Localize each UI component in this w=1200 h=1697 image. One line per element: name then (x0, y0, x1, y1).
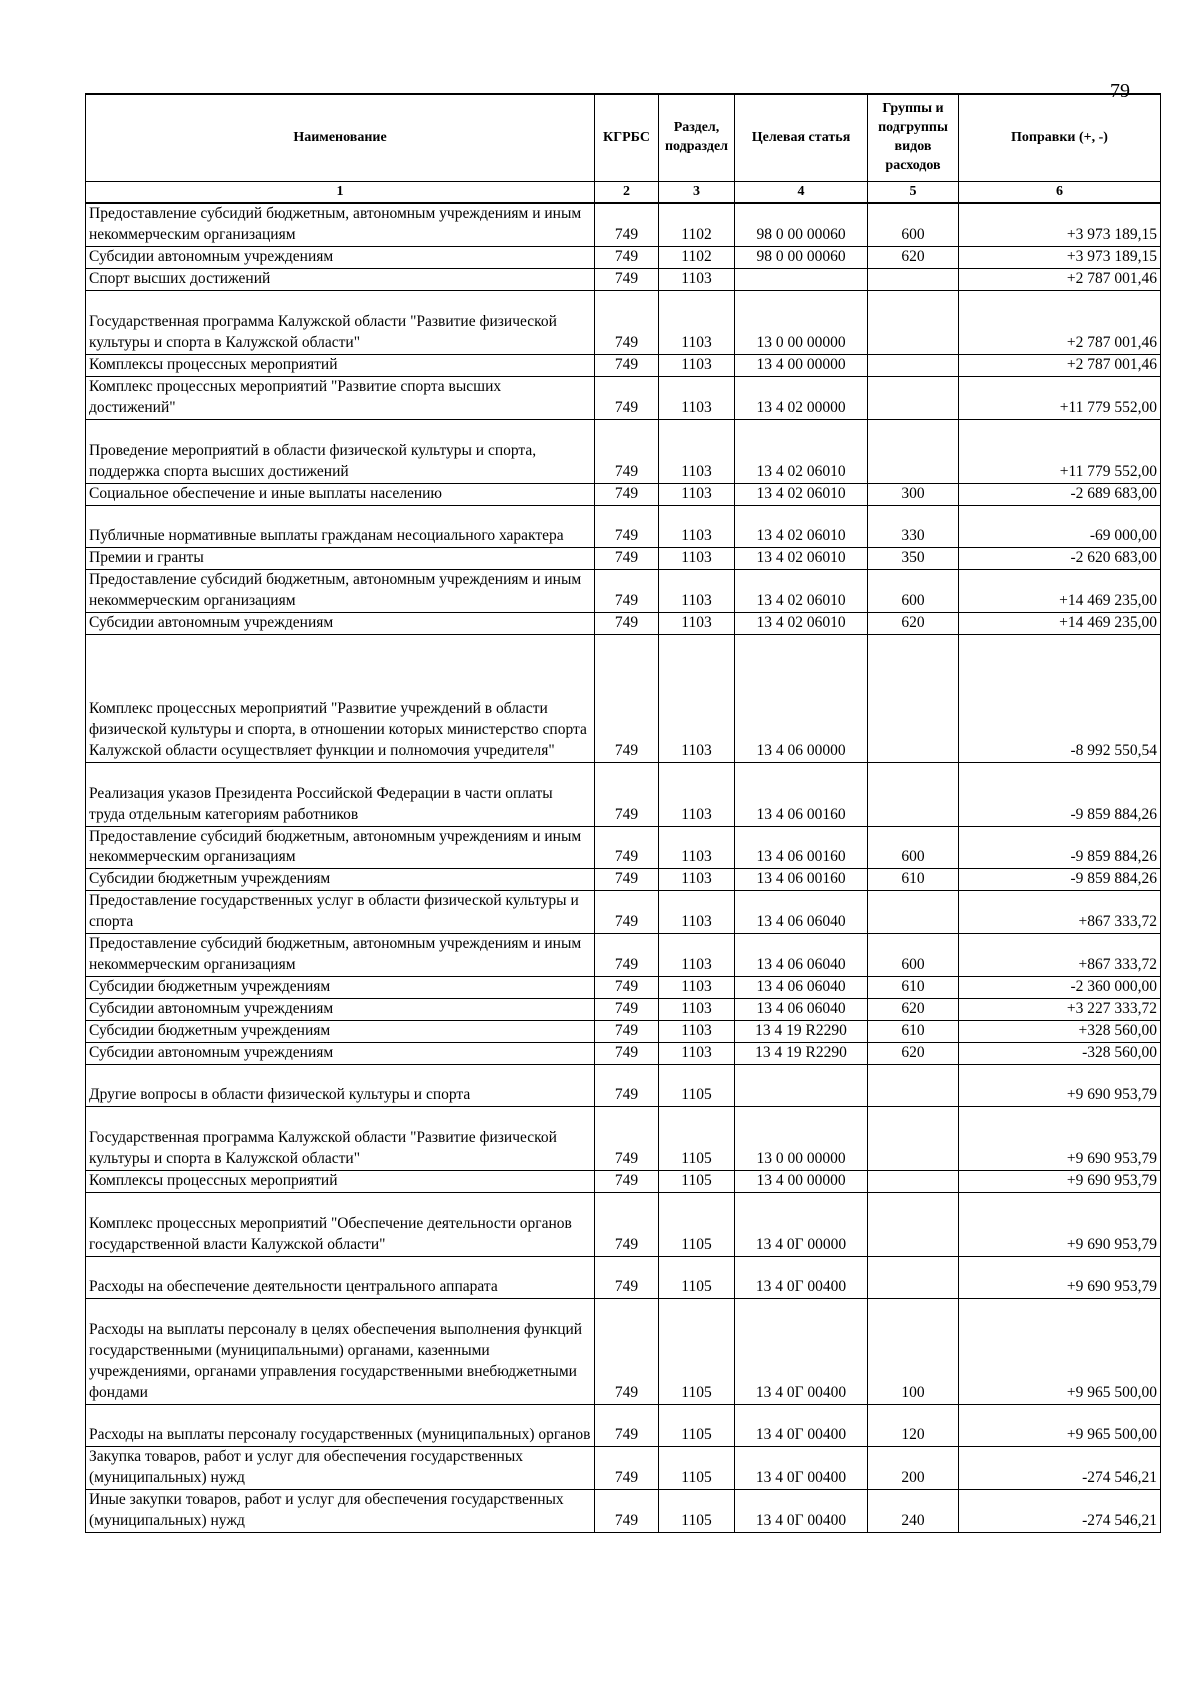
row-target-cell: 13 4 06 00160 (735, 869, 868, 891)
row-razdel-cell: 1103 (659, 1043, 735, 1065)
row-kgrbs-cell: 749 (595, 891, 659, 934)
row-kgrbs-cell: 749 (595, 268, 659, 290)
row-kgrbs-cell: 749 (595, 1107, 659, 1171)
row-name-cell: Субсидии автономным учреждениям (86, 1043, 595, 1065)
table-row (86, 1065, 1161, 1107)
row-name-cell: Расходы на выплаты персоналу в целях обеспечения выполнения функций государственными (муниципальными) органами, казенными учреждениями, органами управления государственными внебюджетными фондами (86, 1299, 595, 1405)
row-group-cell: 620 (868, 999, 959, 1021)
row-group-cell (868, 1193, 959, 1257)
table-row (86, 1257, 1161, 1299)
row-name-cell: Расходы на обеспечение деятельности центрального аппарата (86, 1257, 595, 1299)
row-group-cell: 100 (868, 1299, 959, 1405)
table-row (86, 1489, 1161, 1532)
row-kgrbs-cell: 749 (595, 203, 659, 246)
row-target-cell: 13 4 06 06040 (735, 977, 868, 999)
row-razdel-cell: 1103 (659, 999, 735, 1021)
row-group-cell: 600 (868, 203, 959, 246)
row-target-cell: 13 4 0Г 00400 (735, 1489, 868, 1532)
row-group-cell: 610 (868, 869, 959, 891)
row-razdel-cell: 1105 (659, 1107, 735, 1171)
row-group-cell: 620 (868, 246, 959, 268)
table-row (86, 977, 1161, 999)
column-number: 3 (659, 182, 735, 204)
row-kgrbs-cell: 749 (595, 483, 659, 505)
row-amount-cell: +14 469 235,00 (959, 612, 1161, 634)
row-group-cell: 120 (868, 1405, 959, 1447)
row-kgrbs-cell: 749 (595, 826, 659, 869)
row-razdel-cell: 1105 (659, 1489, 735, 1532)
row-target-cell: 98 0 00 00060 (735, 246, 868, 268)
row-group-cell (868, 290, 959, 354)
row-amount-cell: +11 779 552,00 (959, 376, 1161, 419)
row-name-cell: Комплексы процессных мероприятий (86, 354, 595, 376)
row-amount-cell: -328 560,00 (959, 1043, 1161, 1065)
header-group: Группы и подгруппы видов расходов (868, 94, 959, 182)
row-name-cell: Предоставление субсидий бюджетным, автономным учреждениям и иным некоммерческим организациям (86, 203, 595, 246)
header-name: Наименование (86, 94, 595, 182)
row-razdel-cell: 1103 (659, 869, 735, 891)
row-amount-cell: +9 965 500,00 (959, 1299, 1161, 1405)
row-target-cell: 13 4 00 00000 (735, 1171, 868, 1193)
row-razdel-cell: 1103 (659, 1021, 735, 1043)
row-razdel-cell: 1105 (659, 1299, 735, 1405)
row-amount-cell: +9 690 953,79 (959, 1171, 1161, 1193)
row-kgrbs-cell: 749 (595, 505, 659, 547)
row-amount-cell: +2 787 001,46 (959, 290, 1161, 354)
row-amount-cell: -9 859 884,26 (959, 869, 1161, 891)
budget-table (85, 93, 1161, 1533)
table-row (86, 762, 1161, 826)
row-kgrbs-cell: 749 (595, 612, 659, 634)
row-group-cell: 200 (868, 1447, 959, 1490)
row-group-cell: 610 (868, 1021, 959, 1043)
table-row (86, 268, 1161, 290)
row-target-cell: 13 4 02 06010 (735, 419, 868, 483)
row-name-cell: Субсидии автономным учреждениям (86, 612, 595, 634)
row-name-cell: Комплекс процессных мероприятий "Обеспечение деятельности органов государственной власти Калужской области" (86, 1193, 595, 1257)
row-amount-cell: -2 360 000,00 (959, 977, 1161, 999)
header-kgrbs: КГРБС (595, 94, 659, 182)
table-row (86, 1299, 1161, 1405)
row-group-cell: 330 (868, 505, 959, 547)
row-amount-cell: +867 333,72 (959, 934, 1161, 977)
row-group-cell (868, 1171, 959, 1193)
row-group-cell: 350 (868, 547, 959, 569)
row-amount-cell: +867 333,72 (959, 891, 1161, 934)
table-row (86, 1405, 1161, 1447)
row-razdel-cell: 1103 (659, 376, 735, 419)
row-target-cell: 13 4 06 06040 (735, 999, 868, 1021)
row-group-cell (868, 419, 959, 483)
row-kgrbs-cell: 749 (595, 1299, 659, 1405)
column-number: 4 (735, 182, 868, 204)
row-amount-cell: +9 690 953,79 (959, 1065, 1161, 1107)
row-target-cell: 13 4 06 00160 (735, 826, 868, 869)
row-razdel-cell: 1105 (659, 1447, 735, 1490)
header-razdel: Раздел, подраздел (659, 94, 735, 182)
table-row (86, 505, 1161, 547)
row-razdel-cell: 1102 (659, 246, 735, 268)
row-kgrbs-cell: 749 (595, 246, 659, 268)
row-kgrbs-cell: 749 (595, 354, 659, 376)
table-row (86, 612, 1161, 634)
row-target-cell: 13 4 06 00160 (735, 762, 868, 826)
row-group-cell (868, 376, 959, 419)
row-target-cell: 13 4 06 06040 (735, 891, 868, 934)
row-name-cell: Реализация указов Президента Российской Федерации в части оплаты труда отдельным категориям работников (86, 762, 595, 826)
row-name-cell: Расходы на выплаты персоналу государственных (муниципальных) органов (86, 1405, 595, 1447)
row-target-cell: 13 4 06 00000 (735, 634, 868, 762)
row-kgrbs-cell: 749 (595, 290, 659, 354)
row-amount-cell: +2 787 001,46 (959, 354, 1161, 376)
row-name-cell: Государственная программа Калужской области "Развитие физической культуры и спорта в Калужской области" (86, 1107, 595, 1171)
row-amount-cell: +3 227 333,72 (959, 999, 1161, 1021)
row-kgrbs-cell: 749 (595, 869, 659, 891)
row-target-cell: 13 4 02 06010 (735, 612, 868, 634)
table-row (86, 869, 1161, 891)
row-amount-cell: +2 787 001,46 (959, 268, 1161, 290)
page-number: 79 (1110, 80, 1130, 102)
header-amount: Поправки (+, -) (959, 94, 1161, 182)
row-razdel-cell: 1103 (659, 891, 735, 934)
row-razdel-cell: 1105 (659, 1257, 735, 1299)
row-name-cell: Другие вопросы в области физической культуры и спорта (86, 1065, 595, 1107)
row-amount-cell: +3 973 189,15 (959, 246, 1161, 268)
row-name-cell: Субсидии автономным учреждениям (86, 246, 595, 268)
row-razdel-cell: 1105 (659, 1405, 735, 1447)
row-group-cell (868, 354, 959, 376)
row-amount-cell: -274 546,21 (959, 1489, 1161, 1532)
table-row (86, 1193, 1161, 1257)
table-row (86, 203, 1161, 246)
row-target-cell: 13 4 0Г 00400 (735, 1257, 868, 1299)
row-group-cell: 620 (868, 1043, 959, 1065)
row-name-cell: Субсидии бюджетным учреждениям (86, 1021, 595, 1043)
column-number-row (86, 182, 1161, 204)
row-name-cell: Премии и гранты (86, 547, 595, 569)
row-amount-cell: +9 690 953,79 (959, 1193, 1161, 1257)
row-name-cell: Субсидии бюджетным учреждениям (86, 977, 595, 999)
row-name-cell: Спорт высших достижений (86, 268, 595, 290)
column-number: 1 (86, 182, 595, 204)
column-number: 2 (595, 182, 659, 204)
header-row (86, 94, 1161, 182)
table-row (86, 547, 1161, 569)
table-row (86, 290, 1161, 354)
row-razdel-cell: 1103 (659, 505, 735, 547)
row-kgrbs-cell: 749 (595, 1257, 659, 1299)
table-row (86, 569, 1161, 612)
row-group-cell (868, 1257, 959, 1299)
row-target-cell: 13 4 0Г 00400 (735, 1447, 868, 1490)
row-target-cell: 13 4 00 00000 (735, 354, 868, 376)
table-row (86, 246, 1161, 268)
row-group-cell: 240 (868, 1489, 959, 1532)
row-amount-cell: -274 546,21 (959, 1447, 1161, 1490)
row-razdel-cell: 1105 (659, 1065, 735, 1107)
row-group-cell: 600 (868, 826, 959, 869)
row-kgrbs-cell: 749 (595, 419, 659, 483)
row-razdel-cell: 1103 (659, 268, 735, 290)
row-target-cell: 13 4 0Г 00000 (735, 1193, 868, 1257)
table-row (86, 1171, 1161, 1193)
row-razdel-cell: 1103 (659, 419, 735, 483)
row-group-cell: 300 (868, 483, 959, 505)
table-row (86, 354, 1161, 376)
row-kgrbs-cell: 749 (595, 977, 659, 999)
row-razdel-cell: 1105 (659, 1171, 735, 1193)
row-target-cell (735, 1065, 868, 1107)
table-row (86, 376, 1161, 419)
row-name-cell: Государственная программа Калужской области "Развитие физической культуры и спорта в Калужской области" (86, 290, 595, 354)
row-target-cell: 13 4 06 06040 (735, 934, 868, 977)
row-group-cell (868, 891, 959, 934)
row-amount-cell: +3 973 189,15 (959, 203, 1161, 246)
row-name-cell: Предоставление субсидий бюджетным, автономным учреждениям и иным некоммерческим организациям (86, 934, 595, 977)
table-body (86, 203, 1161, 1532)
row-name-cell: Комплексы процессных мероприятий (86, 1171, 595, 1193)
row-kgrbs-cell: 749 (595, 547, 659, 569)
table-row (86, 1107, 1161, 1171)
row-razdel-cell: 1103 (659, 569, 735, 612)
row-group-cell: 600 (868, 569, 959, 612)
row-kgrbs-cell: 749 (595, 376, 659, 419)
row-group-cell (868, 1107, 959, 1171)
row-target-cell: 13 4 19 R2290 (735, 1043, 868, 1065)
row-razdel-cell: 1103 (659, 762, 735, 826)
row-target-cell: 13 4 0Г 00400 (735, 1299, 868, 1405)
row-amount-cell: -9 859 884,26 (959, 826, 1161, 869)
row-kgrbs-cell: 749 (595, 762, 659, 826)
row-target-cell: 13 0 00 00000 (735, 1107, 868, 1171)
row-kgrbs-cell: 749 (595, 1489, 659, 1532)
row-target-cell: 13 4 02 00000 (735, 376, 868, 419)
row-target-cell: 98 0 00 00060 (735, 203, 868, 246)
row-razdel-cell: 1103 (659, 290, 735, 354)
row-name-cell: Комплекс процессных мероприятий "Развитие учреждений в области физической культуры и спорта, в отношении которых министерство спорта Калужской области осуществляет функции и полномочия учредителя" (86, 634, 595, 762)
row-group-cell: 600 (868, 934, 959, 977)
row-razdel-cell: 1103 (659, 354, 735, 376)
row-target-cell (735, 268, 868, 290)
table-row (86, 1447, 1161, 1490)
table-row (86, 1021, 1161, 1043)
row-group-cell (868, 268, 959, 290)
row-name-cell: Проведение мероприятий в области физической культуры и спорта, поддержка спорта высших достижений (86, 419, 595, 483)
row-amount-cell: +9 690 953,79 (959, 1257, 1161, 1299)
row-kgrbs-cell: 749 (595, 999, 659, 1021)
row-amount-cell: -2 689 683,00 (959, 483, 1161, 505)
table-row (86, 934, 1161, 977)
row-group-cell: 620 (868, 612, 959, 634)
table-row (86, 483, 1161, 505)
row-kgrbs-cell: 749 (595, 1405, 659, 1447)
table-row (86, 891, 1161, 934)
row-name-cell: Субсидии бюджетным учреждениям (86, 869, 595, 891)
row-razdel-cell: 1103 (659, 634, 735, 762)
row-amount-cell: -2 620 683,00 (959, 547, 1161, 569)
row-kgrbs-cell: 749 (595, 1171, 659, 1193)
table-row (86, 999, 1161, 1021)
row-group-cell: 610 (868, 977, 959, 999)
row-amount-cell: +9 690 953,79 (959, 1107, 1161, 1171)
row-razdel-cell: 1103 (659, 826, 735, 869)
row-amount-cell: -69 000,00 (959, 505, 1161, 547)
row-name-cell: Публичные нормативные выплаты гражданам несоциального характера (86, 505, 595, 547)
row-target-cell: 13 4 02 06010 (735, 547, 868, 569)
column-number: 6 (959, 182, 1161, 204)
row-razdel-cell: 1103 (659, 934, 735, 977)
row-razdel-cell: 1103 (659, 483, 735, 505)
row-target-cell: 13 0 00 00000 (735, 290, 868, 354)
row-group-cell (868, 762, 959, 826)
row-amount-cell: -9 859 884,26 (959, 762, 1161, 826)
header-target: Целевая статья (735, 94, 868, 182)
row-amount-cell: -8 992 550,54 (959, 634, 1161, 762)
row-name-cell: Закупка товаров, работ и услуг для обеспечения государственных (муниципальных) нужд (86, 1447, 595, 1490)
row-group-cell (868, 634, 959, 762)
row-amount-cell: +328 560,00 (959, 1021, 1161, 1043)
row-amount-cell: +9 965 500,00 (959, 1405, 1161, 1447)
row-target-cell: 13 4 0Г 00400 (735, 1405, 868, 1447)
row-razdel-cell: 1103 (659, 612, 735, 634)
row-target-cell: 13 4 02 06010 (735, 569, 868, 612)
row-kgrbs-cell: 749 (595, 934, 659, 977)
table-row (86, 1043, 1161, 1065)
row-target-cell: 13 4 02 06010 (735, 483, 868, 505)
row-kgrbs-cell: 749 (595, 634, 659, 762)
row-target-cell: 13 4 02 06010 (735, 505, 868, 547)
row-name-cell: Предоставление субсидий бюджетным, автономным учреждениям и иным некоммерческим организациям (86, 826, 595, 869)
row-name-cell: Предоставление государственных услуг в области физической культуры и спорта (86, 891, 595, 934)
row-razdel-cell: 1105 (659, 1193, 735, 1257)
row-name-cell: Предоставление субсидий бюджетным, автономным учреждениям и иным некоммерческим организациям (86, 569, 595, 612)
row-name-cell: Субсидии автономным учреждениям (86, 999, 595, 1021)
row-name-cell: Иные закупки товаров, работ и услуг для обеспечения государственных (муниципальных) нужд (86, 1489, 595, 1532)
row-kgrbs-cell: 749 (595, 1065, 659, 1107)
table-row (86, 826, 1161, 869)
row-razdel-cell: 1102 (659, 203, 735, 246)
row-razdel-cell: 1103 (659, 977, 735, 999)
row-amount-cell: +14 469 235,00 (959, 569, 1161, 612)
column-number: 5 (868, 182, 959, 204)
row-kgrbs-cell: 749 (595, 1193, 659, 1257)
row-name-cell: Комплекс процессных мероприятий "Развитие спорта высших достижений" (86, 376, 595, 419)
row-target-cell: 13 4 19 R2290 (735, 1021, 868, 1043)
row-razdel-cell: 1103 (659, 547, 735, 569)
row-kgrbs-cell: 749 (595, 569, 659, 612)
row-amount-cell: +11 779 552,00 (959, 419, 1161, 483)
row-kgrbs-cell: 749 (595, 1021, 659, 1043)
row-kgrbs-cell: 749 (595, 1447, 659, 1490)
table-row (86, 419, 1161, 483)
row-group-cell (868, 1065, 959, 1107)
row-kgrbs-cell: 749 (595, 1043, 659, 1065)
row-name-cell: Социальное обеспечение и иные выплаты населению (86, 483, 595, 505)
table-row (86, 634, 1161, 762)
